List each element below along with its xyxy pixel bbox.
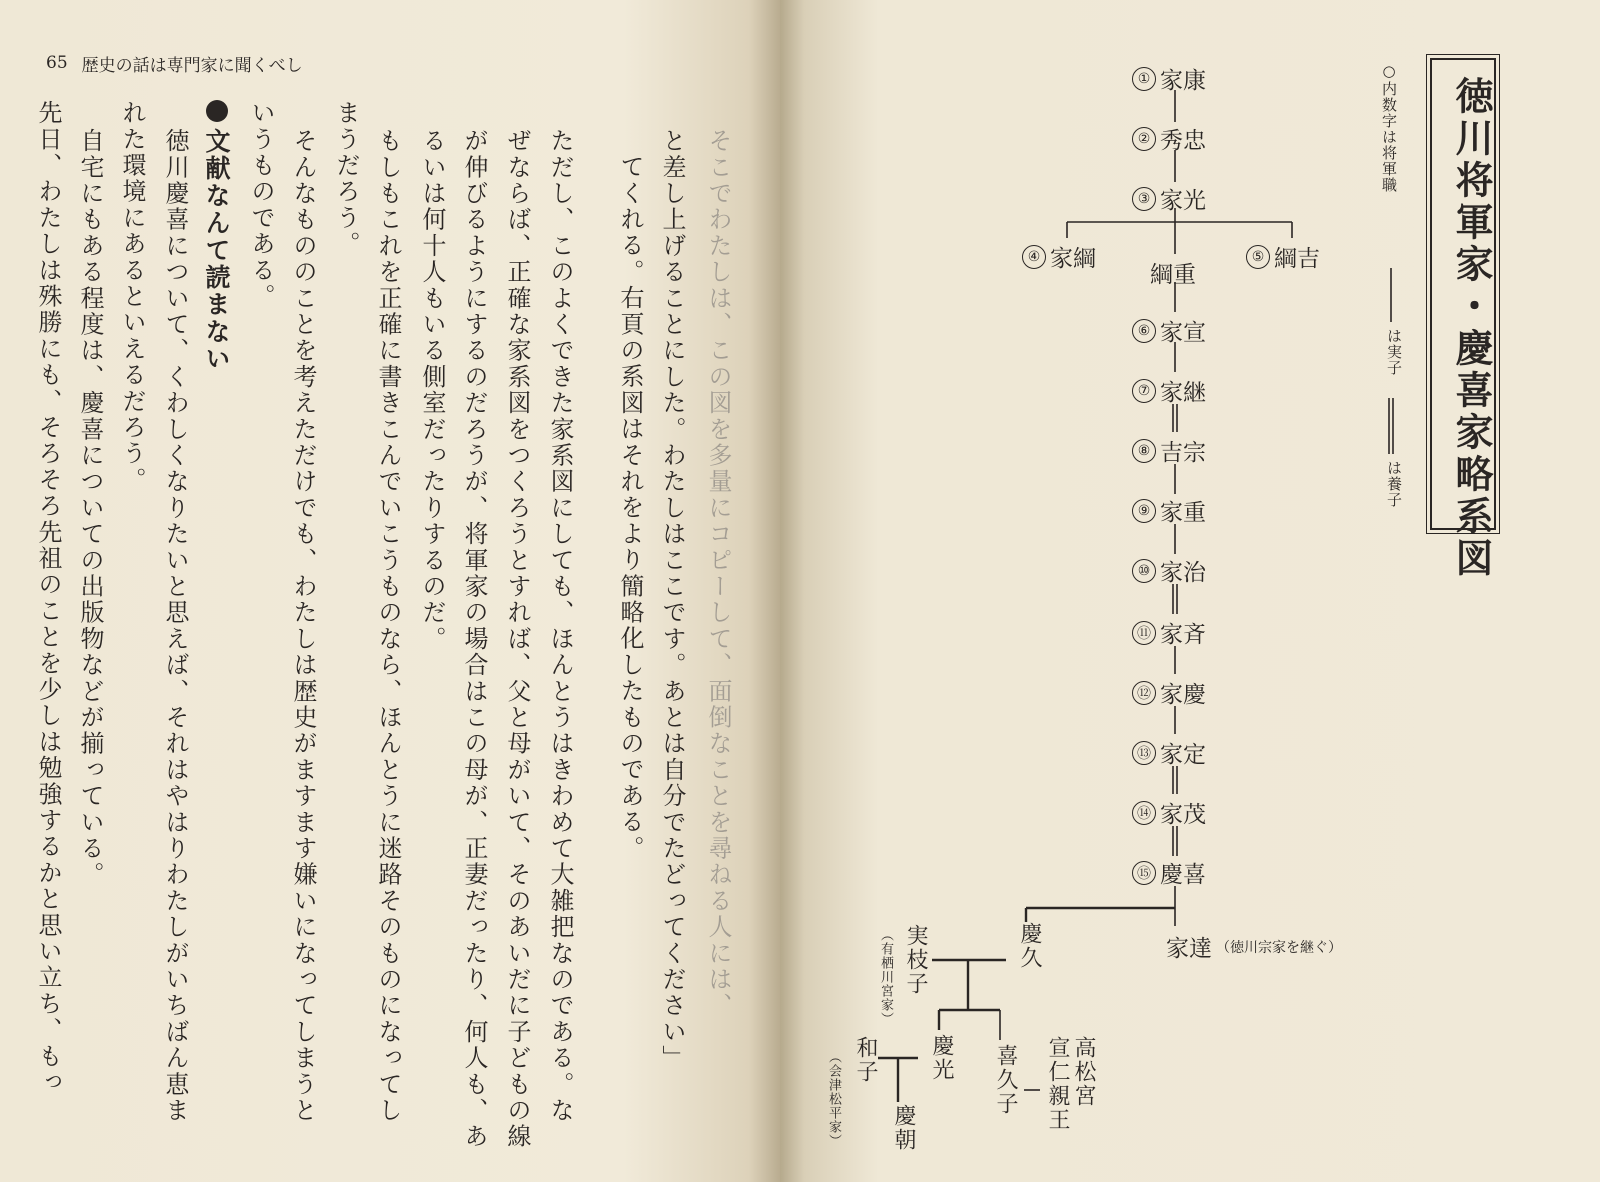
shogun-name: 家定 bbox=[1160, 742, 1206, 768]
shogun-name: 吉宗 bbox=[1160, 440, 1206, 466]
yoshimitsu-name: 慶光 bbox=[929, 1034, 954, 1082]
shogun-name: 家茂 bbox=[1160, 802, 1206, 828]
shogun-number: ⑪ bbox=[1132, 621, 1156, 645]
shogun-node bbox=[1246, 240, 1320, 273]
shogun-node bbox=[1132, 494, 1206, 527]
shogun-node bbox=[1132, 62, 1206, 95]
shogun-number: ① bbox=[1132, 67, 1156, 91]
body-column: ただし、このよくできた家系図にしても、ほんとうはきわめて大雑把なのである。な bbox=[546, 128, 574, 1124]
iesato-node bbox=[1166, 930, 1342, 963]
shogun-number: ② bbox=[1132, 127, 1156, 151]
shogun-node bbox=[1132, 182, 1206, 215]
shogun-number: ⑦ bbox=[1132, 379, 1156, 403]
page-number: 65 bbox=[46, 53, 68, 73]
legend-note: ○内数字は将軍職 bbox=[1380, 62, 1398, 193]
body-column: 先日、わたしは殊勝にも、そろそろ先祖のことを少しは勉強するかと思い立ち、もっ bbox=[34, 100, 62, 1096]
shogun-name: 慶喜 bbox=[1160, 862, 1206, 888]
shogun-number: ③ bbox=[1132, 187, 1156, 211]
person-name: 家達 bbox=[1166, 936, 1212, 962]
shogun-name: 家綱 bbox=[1050, 246, 1096, 272]
nobuhito-name: 宣仁親王 bbox=[1045, 1036, 1070, 1132]
shogun-number: ⑥ bbox=[1132, 319, 1156, 343]
saneeko-name: 実枝子 bbox=[903, 924, 928, 996]
shogun-node bbox=[1132, 314, 1206, 347]
body-column: るいは何十人もいる側室だったりするのだ。 bbox=[418, 128, 446, 652]
shogun-name: 家慶 bbox=[1160, 682, 1206, 708]
body-column: れた環境にあるといえるだろう。 bbox=[118, 100, 146, 493]
yoshitomo-name: 慶朝 bbox=[891, 1104, 916, 1152]
shogun-name: 秀忠 bbox=[1160, 128, 1206, 154]
body-column: ぜならば、正確な家系図をつくろうとすれば、父と母がいて、そのあいだに子どもの線 bbox=[503, 128, 531, 1150]
body-column: 自宅にもある程度は、慶喜についての出版物などが揃っている。 bbox=[76, 128, 104, 888]
shogun-node bbox=[1132, 796, 1206, 829]
shogun-number: ④ bbox=[1022, 245, 1046, 269]
body-column: 徳川慶喜について、くわしくなりたいと思えば、それはやはりわたしがいちばん恵ま bbox=[161, 128, 189, 1124]
shogun-number: ⑧ bbox=[1132, 439, 1156, 463]
shogun-name: 家重 bbox=[1160, 500, 1206, 526]
takamatsu-name: 高松宮 bbox=[1071, 1036, 1096, 1108]
shogun-name: 家継 bbox=[1160, 380, 1206, 406]
kikuko-name: 喜久子 bbox=[993, 1044, 1018, 1116]
body-column: そんなもののことを考えただけでも、わたしは歴史がますます嫌いになってしまうと bbox=[289, 128, 317, 1124]
shogun-number: ⑮ bbox=[1132, 861, 1156, 885]
body-column: まうだろう。 bbox=[332, 100, 360, 258]
shogun-node bbox=[1132, 374, 1206, 407]
genealogy-title: 徳川将軍家・慶喜家略系図 bbox=[1449, 76, 1494, 580]
shogun-number: ⑭ bbox=[1132, 801, 1156, 825]
body-column: と差し上げることにした。わたしはここです。あとは自分でたどってください」 bbox=[658, 128, 686, 1072]
running-head: 歴史の話は専門家に聞くべし bbox=[81, 55, 303, 76]
shogun-name: 家治 bbox=[1160, 560, 1206, 586]
person-name: 綱重 bbox=[1150, 262, 1196, 288]
shogun-node bbox=[1132, 676, 1206, 709]
body-column: てくれる。右頁の系図はそれをより簡略化したものである。 bbox=[616, 154, 644, 862]
shogun-number: ⑨ bbox=[1132, 499, 1156, 523]
legend-solid-label: は実子 bbox=[1385, 328, 1403, 376]
legend-double-label: は養子 bbox=[1385, 460, 1403, 508]
shogun-name: 家康 bbox=[1160, 68, 1206, 94]
shogun-number: ⑩ bbox=[1132, 559, 1156, 583]
saneeko-note: （有栖川宮家） bbox=[878, 928, 893, 1026]
shogun-node bbox=[1132, 554, 1206, 587]
shogun-node bbox=[1132, 434, 1206, 467]
kazuko-name: 和子 bbox=[853, 1036, 878, 1084]
shogun-node bbox=[1132, 616, 1206, 649]
kazuko-note: （会津松平家） bbox=[826, 1050, 841, 1148]
yoshihisa-name: 慶久 bbox=[1017, 922, 1042, 970]
shogun-name: 家斉 bbox=[1160, 622, 1206, 648]
person-note: （徳川宗家を継ぐ） bbox=[1216, 939, 1342, 956]
shogun-number: ⑫ bbox=[1132, 681, 1156, 705]
shogun-name: 家宣 bbox=[1160, 320, 1206, 346]
shogun-node bbox=[1132, 856, 1206, 889]
shogun-number: ⑬ bbox=[1132, 741, 1156, 765]
shogun-number: ⑤ bbox=[1246, 245, 1270, 269]
body-column: が伸びるようにするのだろうが、将軍家の場合はこの母が、正妻だったり、何人も、あ bbox=[460, 128, 488, 1150]
shogun-name: 綱吉 bbox=[1274, 246, 1320, 272]
shogun-name: 家光 bbox=[1160, 188, 1206, 214]
section-heading: 文献なんて読まない bbox=[202, 128, 231, 373]
body-column: いうものである。 bbox=[247, 100, 275, 310]
body-column: そこでわたしは、この図を多量にコピーして、面倒なことを尋ねる人には、 bbox=[704, 128, 732, 1019]
shogun-node bbox=[1132, 736, 1206, 769]
body-column: もしもこれを正確に書きこんでいこうものなら、ほんとうに迷路そのものになってし bbox=[374, 128, 402, 1124]
shogun-node bbox=[1132, 122, 1206, 155]
shogun-node bbox=[1022, 240, 1096, 273]
tsunashige-node bbox=[1150, 256, 1196, 289]
